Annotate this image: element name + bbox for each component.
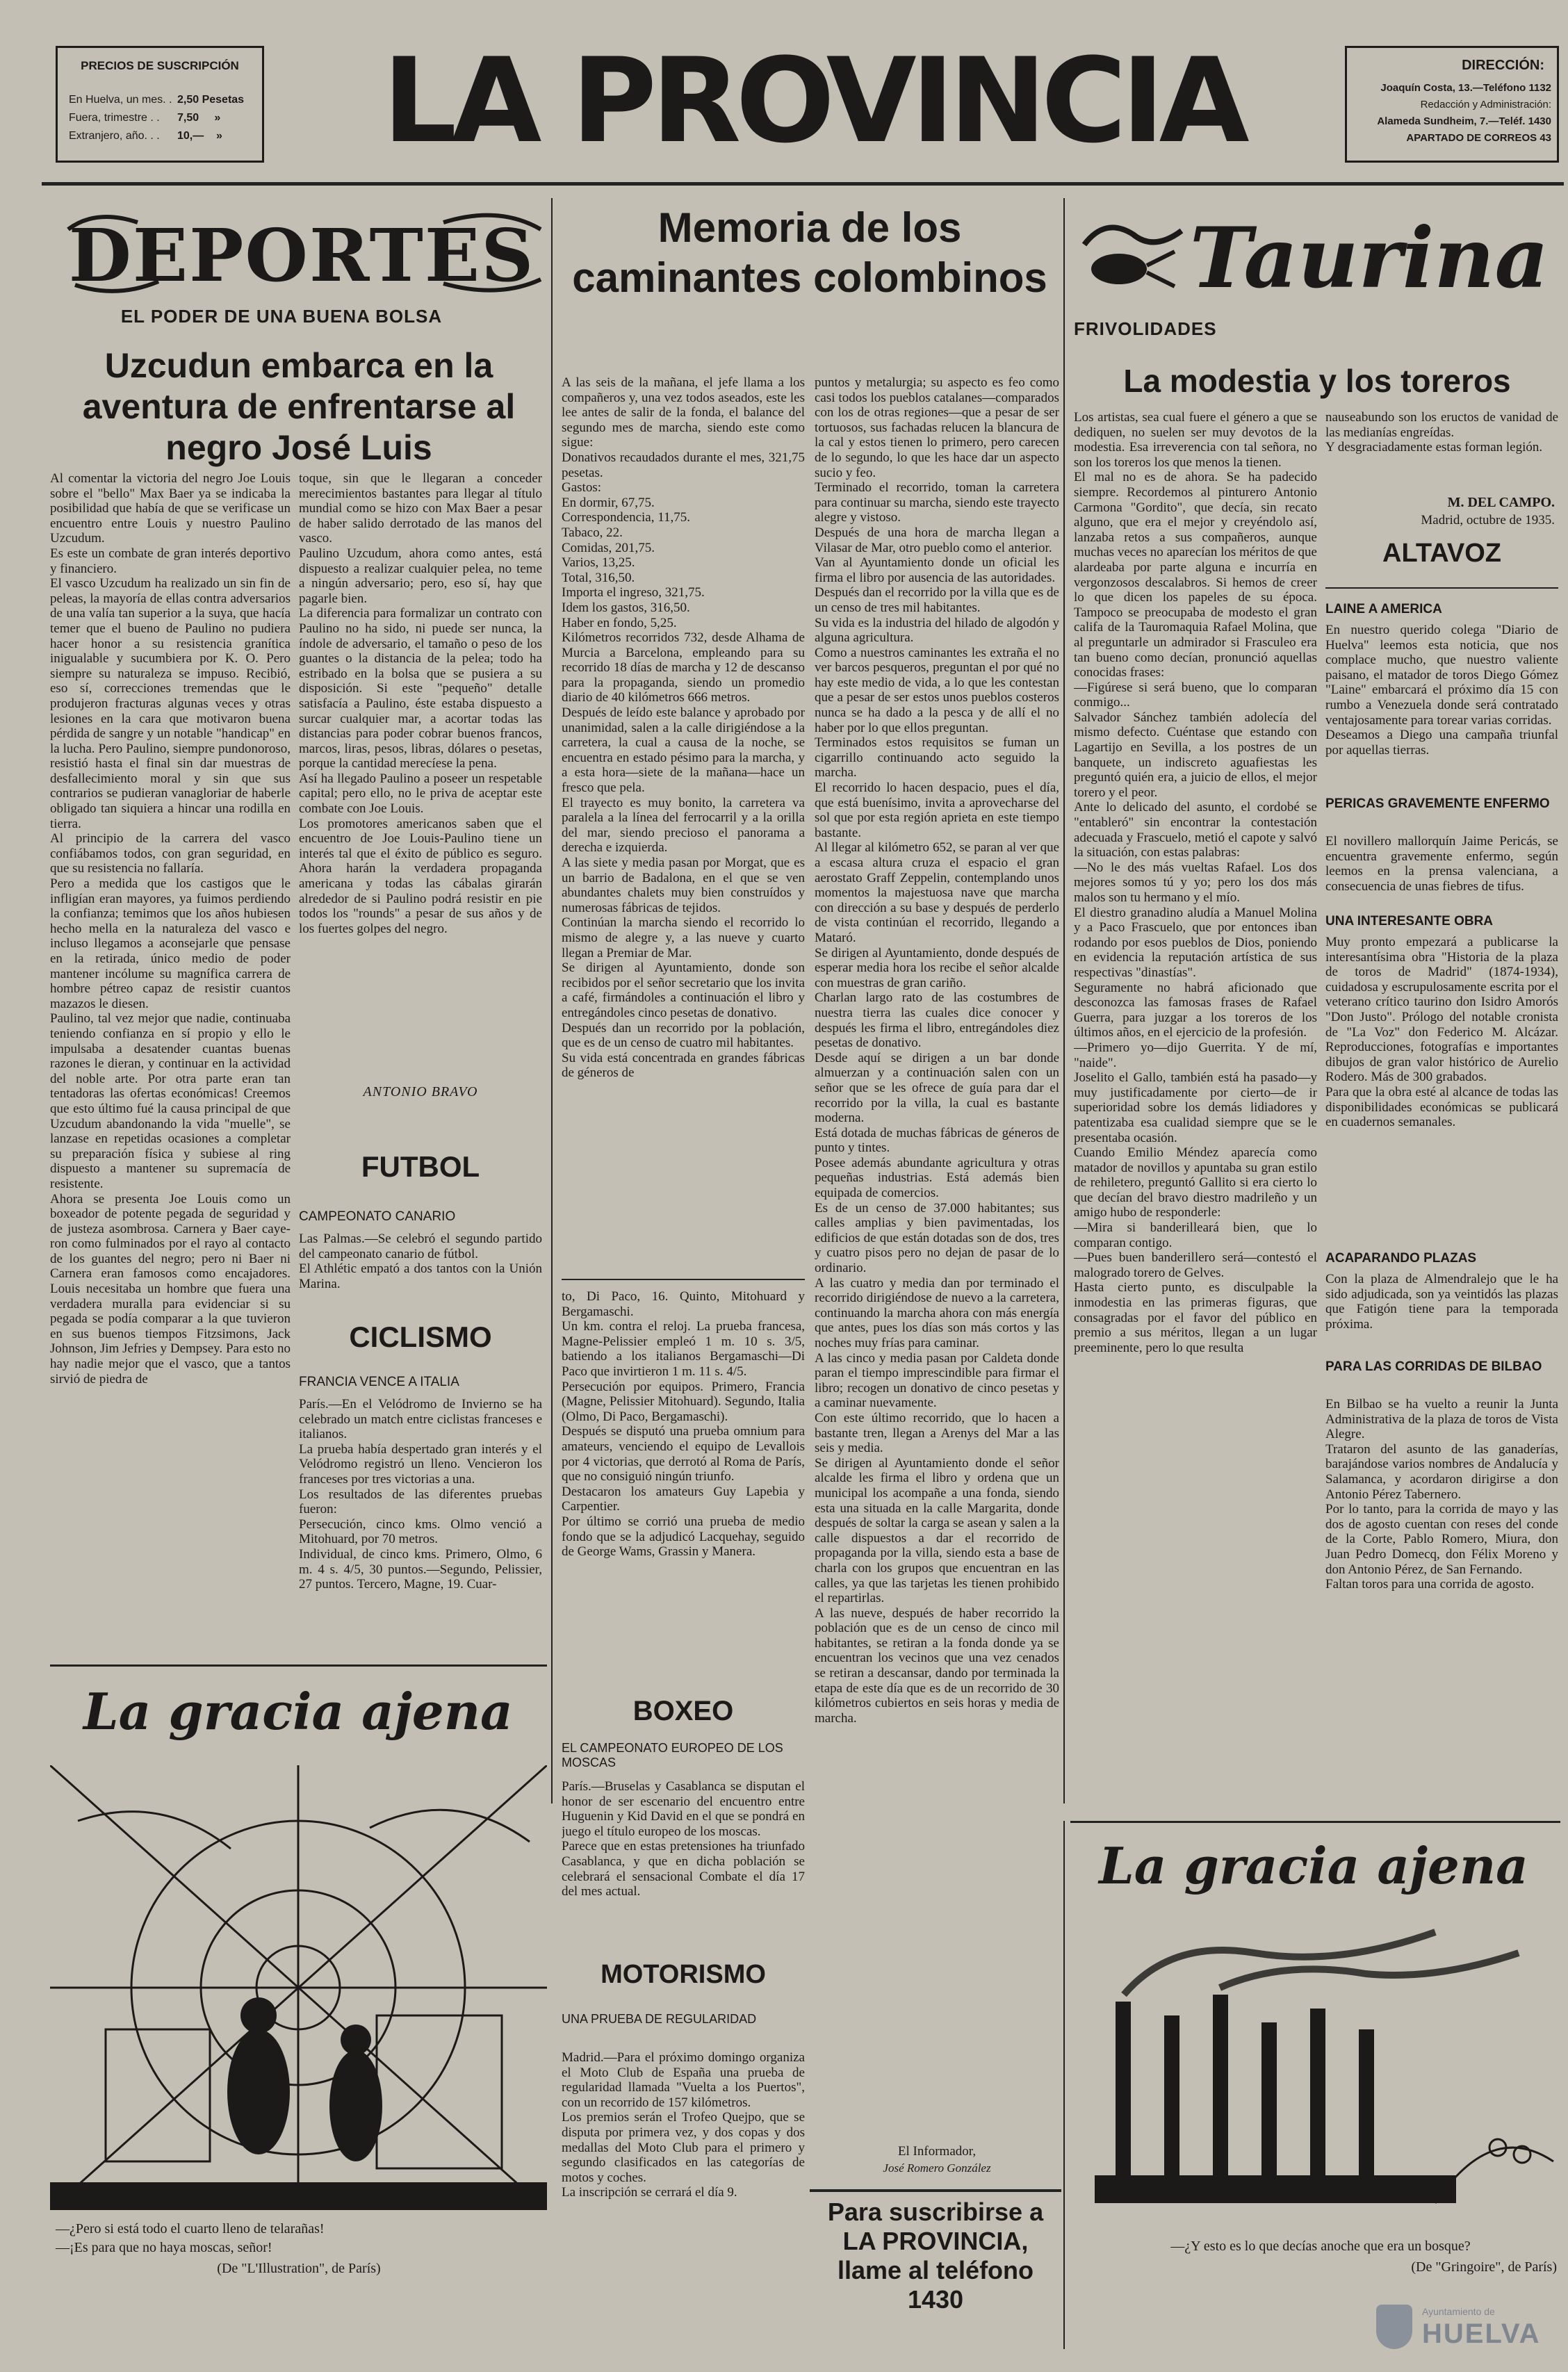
taurina-banner bbox=[1070, 203, 1557, 314]
cartoon-left-caption-1: —¿Pero si está todo el cuarto lleno de telarañas! bbox=[56, 2221, 325, 2236]
cartoon-right-top-rule bbox=[1070, 1821, 1560, 1823]
watermark-line1: Ayuntamiento de bbox=[1422, 2306, 1495, 2317]
ciclismo-cont-rule bbox=[562, 1279, 805, 1280]
direction-title: DIRECCIÓN: bbox=[1462, 58, 1544, 73]
futbol-text: Las Palmas.—Se celebró el segundo partido del campeonato canario de fútbol. El Athlétic empató a dos tantos con la Unión Marina. bbox=[299, 1232, 542, 1291]
deportes-byline: ANTONIO BRAVO bbox=[363, 1084, 478, 1099]
deportes-banner-text: DEPORTES bbox=[68, 213, 535, 298]
taurina-date: Madrid, octubre de 1935. bbox=[1421, 513, 1555, 527]
archive-watermark bbox=[1376, 2300, 1557, 2356]
motorismo-sub: UNA PRUEBA DE REGULARIDAD bbox=[562, 2012, 757, 2026]
altavoz-s2-text: El novillero mallorquín Jaime Pericás, se encuentra gravemente enfermo, según leemos en la prensa valenciana, a consecuencia de unas fiebres de tifus. bbox=[1325, 834, 1558, 894]
boxeo-text: París.—Bruselas y Casablanca se disputan el honor de ser escenario del encuentro entre Huguenin y Kid David en el que se pondrá en juego el título europeo de los moscas. Parece que en estas pretensiones ha triunfado Casablanca, y que en dicha población se celebrará el sensacional Combate el día 17 del mes actual. bbox=[562, 1779, 805, 1899]
altavoz-s3-title: UNA INTERESANTE OBRA bbox=[1325, 914, 1494, 929]
memoria-col-b: puntos y metalurgia; su aspecto es feo como casi todos los pueblos catalanes—comparados con los de otras regiones—que a pesar de ser tortuosos, sus fachadas relucen la blancura de la cal y estos tienen lo primero, pero carecen de lo segundo, lo que les hace dar un aspecto sucio y feo. Terminado el recorrido, toman la carretera para continuar su marcha, siendo este trayecto alegre y vistoso. Después de una hora de marcha llegan a Vilasar de Mar, otro pueblo como el anterior. Van al Ayuntamiento donde un oficial les firma el libro por ausencia de las autoridades. Después dan el recorrido por la villa que es de un censo de tres mil habitantes. Su vida es la industria del hilado de algodón y alguna agricultura. Como a nuestros caminantes les extraña el no ver barcos pesqueros, preguntan el por qué no hay este medio de vida, a lo que les contestan que a pesar de ser estos unos pueblos costeros nunca se ha dado a la pesca y de allí el no haber por lo que ellos preguntan. Terminados estos requisitos se fuman un cigarrillo continuando acto seguido la marcha. El recorrido lo hacen despacio, pues el día, que está buenísimo, invita a aprovecharse del sol que por esta región aprieta en este tiempo bastante. Al llegar al kilómetro 652, se paran al ver que a escasa altura cruza el espacio el gran aerostato Graff Zeppelin, contemplando unos momentos la majestuosa nave que marcha con dirección a su base y después de perderlo de vista continúan el recorrido, llegando a Mataró. Se dirigen al Ayuntamiento, donde después de esperar media hora los recibe el señor alcalde con muestras de gran cariño. Charlan largo rato de las costumbres de nuestra tierra las cuales dice conocer y después les firma el libro, entregándoles diez pesetas de donativo. Desde aquí se dirigen a un bar donde almuerzan y a continuación salen con un señor que se les ofrece de guía para dar el recorrido por la villa, la cual es bastante moderna. Está dotada de muchas fábricas de géneros de punto y tintes. Posee además abundante agricultura y otras pequeñas industrias. Está además bien equipada de comercios. Es de un censo de 37.000 habitantes; sus calles amplias y bien pavimentadas, los edificios de que están dotadas son de dos, tres y cuatro pisos pero no dejan de pasar de lo ordinario. A las cuatro y media dan por terminado el recorrido dirigiéndose de nuevo a la carretera, continuando la marcha ahora con más energía que antes, pues los días son más cortos y las noches muy frías para caminar. A las cinco y media pasan por Caldeta donde paran el tiempo imprescindible para firmar el libro; recogen un donativo de cinco pesetas y a caminar nuevamente. Con este último recorrido, que lo hacen a bastante tren, llegan a Arenys del Mar a las seis y media. Se dirigen al Ayuntamiento donde el señor alcalde les firma el libro y ordena que un municipal los acompañe a una fonda, siendo esta una situada en la calle Margarita, donde después de soltar la carga se asean y salen a la calle dispuestos a dar el recorrido de propaganda por la villa, siendo esta a base de charla con los grupos que encuentran en las calles, ya que las tarjetas les tienen prohibido el repartirlas. A las nueve, después de haber recorrido la población que es de un censo de cinco mil habitantes, se retiran a la fonda donde ya se encuentran los vecinos que una vez cenados se retiran a descansar, dando por terminada la etapa de este día que es de un recorrido de 30 kilómetros cubiertos en seis horas y media de marcha. bbox=[815, 375, 1059, 1726]
direction-lines bbox=[1354, 80, 1551, 147]
boxeo-sub: EL CAMPEONATO EUROPEO DE LOS MOSCAS bbox=[562, 1741, 783, 1769]
altavoz-s2-title: PERICAS GRAVEMENTE ENFERMO bbox=[1325, 796, 1550, 811]
cartoon-left-drawing bbox=[50, 1765, 547, 2210]
taurina-sign: M. DEL CAMPO. bbox=[1447, 495, 1555, 510]
column-divider-left bbox=[551, 198, 553, 1803]
altavoz-s4-title: ACAPARANDO PLAZAS bbox=[1325, 1251, 1477, 1266]
ciclismo-continued: to, Di Paco, 16. Quinto, Mitohuard y Bergamaschi. Un km. contra el reloj. La prueba francesa, Magne-Pelissier empleó 1 m. 10 s. 3/5, batiendo a los italianos Bergamaschi—Di Paco que invirtieron 1 m. 11 s. 4/5. Persecución por equipos. Primero, Francia (Magne, Pelissier Mitohuard). Segundo, Italia (Olmo, Di Paco, Bergamaschi). Después se disputó una prueba omnium para amateurs, venciendo el equipo de Levallois por 4 victorias, que derrotó al Roma de París, que no consiguió ningún triunfo. Destacaron los amateurs Guy Lapebia y Carpentier. Por último se corrió una prueba de medio fondo que se la adjudicó Lacquehay, seguido de George Wams, Grassin y Manera. bbox=[562, 1289, 805, 1560]
subscription-box bbox=[56, 46, 264, 163]
cartoon-right-drawing bbox=[1074, 1911, 1560, 2224]
deportes-col-b: toque, sin que le llegaran a conceder merecimientos bastantes para llegar al título mundial como se hizo con Max Baer a pesar de haber salido derrotado de las manos del vasco. Paulino Uzcudum, ahora como antes, está dispuesto a realizar cualquier pelea, no teme a ningún adversario; pero, eso sí, hay que pagarle bien. La diferencia para formalizar un contrato con Paulino no ha sido, ni puede ser nunca, la índole de adversario, el tamaño o peso de los guantes o la distancia de la pelea; todo ha estribado en la bolsa que se pusiera a su disposición. Si este "pequeño" detalle satisfacía a Paulino, éste estaba dispuesto a surcar cualquier mar, a acortar todas las distancias para poder cobrar buenos francos, marcos, liras, pesos, libras, dólares o pesetas, porque la cantidad merecíese la pena. Así ha llegado Paulino a poseer un respetable capital; pero ello, no le priva de aceptar este combate con Joe Louis. Los promotores americanos saben que el encuentro de Joe Louis-Paulino tiene un interés tal que el éxito de público es seguro. Ahora harán la verdadera propaganda americana y todas las cábalas girarán alrededor de si Paulino podrá resistir en pie todos los "rounds" a pesar de sus años y de los fuertes golpes del negro. bbox=[299, 471, 542, 936]
cartoon-left-credit: (De "L'Illustration", de París) bbox=[217, 2261, 381, 2276]
altavoz-heading: ALTAVOZ bbox=[1382, 539, 1501, 568]
sub-row3-label: Extranjero, año. . . bbox=[69, 130, 160, 142]
futbol-sub: CAMPEONATO CANARIO bbox=[299, 1209, 456, 1224]
direction-line4: APARTADO DE CORREOS 43 bbox=[1406, 132, 1551, 144]
ciclismo-heading: CICLISMO bbox=[349, 1320, 492, 1353]
cartoon-left-caption-2: —¡Es para que no haya moscas, señor! bbox=[56, 2240, 272, 2255]
memoria-col-a: A las seis de la mañana, el jefe llama a los compañeros y, una vez todos aseados, este les lee antes de salir de la fonda, el balance del segundo mes de marcha, siendo este como sigue: Donativos recaudados durante el mes, 321,75 pesetas. Gastos: En dormir, 67,75. Correspondencia, 11,75. Tabaco, 22. Comidas, 201,75. Varios, 13,25. Total, 316,50. Importa el ingreso, 321,75. Idem los gastos, 316,50. Haber en fondo, 5,25. Kilómetros recorridos 732, desde Alhama de Murcia a Barcelona, empleando para su recorrido 18 días de marcha y 12 de descanso para la propaganda, siendo un promedio diario de 40 kilómetros 666 metros. Después de leído este balance y aprobado por unanimidad, salen a la calle dirigiéndose a la carretera, la cual a causa de la noche, se encuentra en estado pésimo para la marcha, y a esta hora—siete de la mañana—hace un fresco que pela. El trayecto es muy bonito, la carretera va paralela a la línea del ferrocarril y a la orilla del mar, siendo precioso el panorama a derecha e izquierda. A las siete y media pasan por Morgat, que es un barrio de Badalona, en el que se ven abundantes chalets muy bien construídos y numerosas fábricas de tejidos. Continúan la marcha siendo el recorrido lo mismo de alegre y, a las nueve y cuarto llegan a Premiar de Mar. Se dirigen al Ayuntamiento, donde son recibidos por el señor secretario que los invita a café, firmándoles a continuación el libro y entregándoles cinco pesetas de donativo. Después dan un recorrido por la población, que es de un censo de cuatro mil habitantes. Su vida está concentrada en grandes fábricas de géneros de bbox=[562, 375, 805, 1081]
direction-line1: Joaquín Costa, 13.—Teléfono 1132 bbox=[1380, 82, 1551, 94]
column-divider-right bbox=[1063, 198, 1065, 1803]
memoria-headline: Memoria de los caminantes colombinos bbox=[572, 204, 1047, 301]
altavoz-s3-text: Muy pronto empezará a publicarse la interesantísima obra "Historia de la plaza de toros de Madrid" (1874-1934), cuidadosa y escrupulosamente escrita por el veterano crítico taurino don Isidro Amorós "Don Justo". Prólogo del notable cronista de "La Voz" don Federico M. Alcázar. Reproducciones, fotografías e importantes dibujos de gran valor histórico de Aurelio Rodero. Más de 300 grabados. Para que la obra esté al alcance de todas las disponibilidades económicas se publicará en cuadernos semanales. bbox=[1325, 935, 1558, 1130]
direction-line2: Redacción y Administración: bbox=[1420, 99, 1551, 111]
sub-row2-label: Fuera, trimestre . . bbox=[69, 112, 160, 124]
ciclismo-sub: FRANCIA VENCE A ITALIA bbox=[299, 1375, 459, 1389]
altavoz-s1-title: LAINE A AMERICA bbox=[1325, 602, 1442, 616]
watermark-line2: HUELVA bbox=[1422, 2318, 1541, 2349]
sub-row2-price: 7,50 » bbox=[177, 112, 221, 124]
deportes-kicker: EL PODER DE UNA BUENA BOLSA bbox=[120, 306, 443, 327]
deportes-col-a: Al comentar la victoria del negro Joe Louis sobre el "bello" Max Baer ya se indicaba la posibilidad que había de que se verificase un encuentro entre Louis y nuestro Paulino Uzcudum. Es este un combate de gran interés deportivo y financiero. El vasco Uzcudum ha realizado un sin fin de peleas, la mayoría de ellas contra adversarios de una valía tan superior a la suya, que hacía temer que el bueno de Paulino no pudiera hacer honor a su resistencia granítica inigualable y sucumbiera por K. O. Pero siempre su naturaleza se impuso. Recibió, eso sí, correcciones tremendas que le produjeron fracturas algunas veces y otras lesiones en la cara que motivaron buena pérdida de sangre y un notable "handicap" en la lucha. Pero Paulino, siempre pundonoroso, resistió hasta el final sin dar muestras de desfallecimiento moral y sin que sus contrarios se pudieran vanagloriar de haberle obligado tan siquiera a hincar una rodilla en tierra. Al principio de la carrera del vasco confiábamos todos, con gran seguridad, en que su resistencia no fallaría. Pero a medida que los castigos que le infligían eran mayores, ya fuimos perdiendo la confianza; temimos que los años hubiesen hecho mella en la naturaleza del vasco e incluso llegamos a aconsejarle que pensase en la retirada, único medio de poder mantener incólume su magnífica carrera de hombre pétreo capaz de resistir cuantos mazazos le diesen. Paulino, tal vez mejor que nadie, continuaba teniendo confianza en sí propio y ello le impulsaba a desatender cuantas buenas razones le dieran, y continuar en la actividad del noble arte. Por otra parte eran tan tentadoras las ofertas económicas! Creemos que esto último fué la causa principal de que Uzcudum abandonando la vida "muelle", se lanzase en repetidas ocasiones a completar su preparación física y subiese al ring dispuesto a mantener su supremacía de resistente. Ahora se presenta Joe Louis como un boxeador de potente pegada de seguridad y de justeza asombrosa. Carnera y Baer cayeron como fulminados por el rayo al contacto de los guantes del negro; pero ni Baer ni Carnera eran famosos como encajadores. Louis necesitaba un hombre que fuera una verdadera muralla para evidenciar si su pegada se podía comparar a la que tuvieron en sus buenos tiempos Fitzsimons, Jack Johnson, Jim Jefries y Dempsey. Para esto no hay nadie mejor que el vasco, que a tantos sirvió de piedra de bbox=[50, 471, 291, 1387]
cartoon-left-top-rule bbox=[50, 1665, 547, 1667]
subscription-labels bbox=[69, 91, 172, 145]
altavoz-s4-text: Con la plaza de Almendralejo que le ha sido adjudicada, son ya veintidós las plazas que Fatigón tiene para la temporada próxima. bbox=[1325, 1272, 1558, 1332]
direction-box bbox=[1345, 46, 1559, 163]
ciclismo-text: París.—En el Velódromo de Invierno se ha celebrado un match entre ciclistas franceses e italianos. La prueba había despertado gran interés y el Velódromo registró un lleno. Vencieron los franceses por tres victorias a una. Los resultados de las diferentes pruebas fueron: Persecución, cinco kms. Olmo venció a Mitohuard, por 70 metros. Individual, de cinco kms. Primero, Olmo, 6 m. 4 s. 4/5, 30 puntos.—Segundo, Pelissier, 27 puntos. Tercero, Magne, 19. Cuar- bbox=[299, 1397, 542, 1592]
factory-chimneys-illustration bbox=[1074, 1911, 1560, 2224]
column-divider-cartoon-right bbox=[1063, 1821, 1065, 2349]
memoria-sign-2: José Romero González bbox=[883, 2161, 991, 2175]
subscription-title: PRECIOS DE SUSCRIPCIÓN bbox=[81, 59, 239, 72]
cartoon-right-caption: —¿Y esto es lo que decías anoche que era un bosque? bbox=[1170, 2239, 1471, 2254]
altavoz-s1-text: En nuestro querido colega "Diario de Huelva" leemos esta noticia, que nos complace mucho, que nuestro valiente paisano, el matador de toros Diego Gómez "Laine" embarcará el próximo día 15 con rumbo a Venezuela donde será contratado ventajosamente para torear varias corridas. Deseamos a Diego una campaña triunfal por aquellas tierras. bbox=[1325, 623, 1558, 758]
motorismo-heading: MOTORISMO bbox=[601, 1960, 766, 1989]
taurina-col-a: Los artistas, sea cual fuere el género a que se dediquen, no suelen ser muy devotos de la modestia. Esa irreverencia con tal señora, no son los toreros los que menos la tienen. El mal no es de ahora. Se ha padecido siempre. Recordemos al pinturero Antonio Carmona "Gordito", que decía, sin recato alguno, que era el mejor y creyéndolo así, lanzaba retos a sus compañeros, aunque muchas veces no aparecían los méritos de que alardeaba por parte alguna e incurría en vergonzosos descalabros. Si hemos de creer lo que dicen los papeles de su época. Tampoco se preocupaba de modesto el gran califa de la Tauromaquia Rafael Molina, que al preguntarle un admirador si Frasculeo era tan bueno como decían, pronunció aquellas conocidas frases: —Figúrese si será bueno, que lo comparan conmigo... Salvador Sánchez también adolecía del mismo defecto. Cuéntase que estando con Lagartijo en Sevilla, a los postres de un banquete, un indiscreto aguafiestas les preguntó quién era, a juicio de ellos, el mejor torero y el peor. Ante lo delicado del asunto, el cordobé se "entableró" sin encontrar la contestación adecuada y Frascuelo, metió el capote y salvó la situación, con estas palabras: —No le des más vueltas Rafael. Los dos mejores somos tú y yo; pero los dos más malos son tu hermano y el mío. El diestro granadino aludía a Manuel Molina y a Paco Frascuelo, que por entonces iban rodando por esos pueblos de Dios, poniendo en evidencia la reputación artística de sus respectivas "dinastías". Seguramente no habrá aficionado que desconozca las famosas frases de Rafael Guerra, para juzgar a los toreros de los últimos años, en el ejercicio de la profesión. —Primero yo—dijo Guerrita. Y de mí, "naide". Joselito el Gallo, también está ha pasado—y muy justificadamente por cierto—de ir superioridad sobre los demás lidiadores y patentizaba esa cualidad siempre que se le presentaba ocasión. Cuando Emilio Méndez aparecía como matador de novillos y apuntaba su gran estilo de rehiletero, preguntó Gallito si era cierto lo que decían del bravo diestro madrileño y un amigo hubo de responderle: —Mira si banderilleará bien, que lo comparan contigo. —Pues buen banderillero será—contestó el malogrado torero de Gelves. Hasta cierto punto, es disculpable la inmodestia en las primeras figuras, que consagradas por el favor del público en premio a sus méritos, llegan a un lugar preeminente, pero lo que resulta bbox=[1074, 410, 1317, 1355]
subscribe-ad: Para suscribirse a LA PROVINCIA, llame al teléfono 1430 bbox=[827, 2198, 1044, 2314]
direction-line3: Alameda Sundheim, 7.—Teléf. 1430 bbox=[1377, 115, 1551, 127]
deportes-banner bbox=[54, 202, 549, 306]
watermark-seal-icon bbox=[1376, 2305, 1412, 2349]
deportes-headline: Uzcudun embarca en la aventura de enfrentarse al negro José Luis bbox=[82, 346, 516, 467]
boxeo-heading: BOXEO bbox=[632, 1696, 734, 1726]
taurina-banner-text: Taurina bbox=[1189, 209, 1549, 307]
sub-row1-price: 2,50 Pesetas bbox=[177, 94, 245, 106]
cartoon-right-title: La gracia ajena bbox=[1099, 1836, 1528, 1895]
sub-row1-label: En Huelva, un mes. . bbox=[69, 94, 172, 106]
futbol-heading: FUTBOL bbox=[361, 1150, 480, 1183]
taurina-kicker: FRIVOLIDADES bbox=[1074, 318, 1217, 339]
taurina-col-b-top: nauseabundo son los eructos de vanidad de las medianías engreídas. Y desgraciadamente estas forman legión. bbox=[1325, 410, 1558, 455]
taurina-headline: La modestia y los toreros bbox=[1123, 363, 1511, 399]
altavoz-s5-title: PARA LAS CORRIDAS DE BILBAO bbox=[1325, 1359, 1542, 1374]
motorismo-text: Madrid.—Para el próximo domingo organiza el Moto Club de España una prueba de regularidad llamada "Vuelta a los Puertos", con un recorrido de 157 kilómetros. Los premios serán el Trofeo Quejpo, que se disputa por primera vez, y dos copas y dos medallas del Moto Club para el primero y segundo clasificados en las categorías de motos y coches. La inscripción se cerrará el día 9. bbox=[562, 2050, 805, 2200]
altavoz-s5-text: En Bilbao se ha vuelto a reunir la Junta Administrativa de la plaza de toros de Vista Alegre. Trataron del asunto de las ganaderías, barajándose varios nombres de Andalucía y Salamanca, y acordaron dirigirse a don Antonio Pérez Tabernero. Por lo tanto, para la corrida de mayo y las dos de agosto cuentan con reses del conde de la Corte, Pablo Romero, Miura, don Juan Pedro Domecq, don Félix Moreno y don Antonio Pérez, de San Fernando. Faltan toros para una corrida de agosto. bbox=[1325, 1397, 1558, 1592]
cartoon-left-title: La gracia ajena bbox=[83, 1682, 513, 1741]
sub-row3-price: 10,— » bbox=[177, 130, 222, 142]
ad-rule bbox=[810, 2189, 1061, 2192]
memoria-sign-1: El Informador, bbox=[897, 2144, 977, 2159]
header-rule bbox=[42, 182, 1564, 186]
cobweb-room-illustration bbox=[50, 1765, 547, 2210]
cartoon-right-credit: (De "Gringoire", de París) bbox=[1411, 2259, 1557, 2275]
masthead-title: LA PROVINCIA bbox=[382, 33, 1244, 169]
subscription-prices bbox=[177, 91, 244, 145]
altavoz-rule bbox=[1325, 587, 1558, 589]
